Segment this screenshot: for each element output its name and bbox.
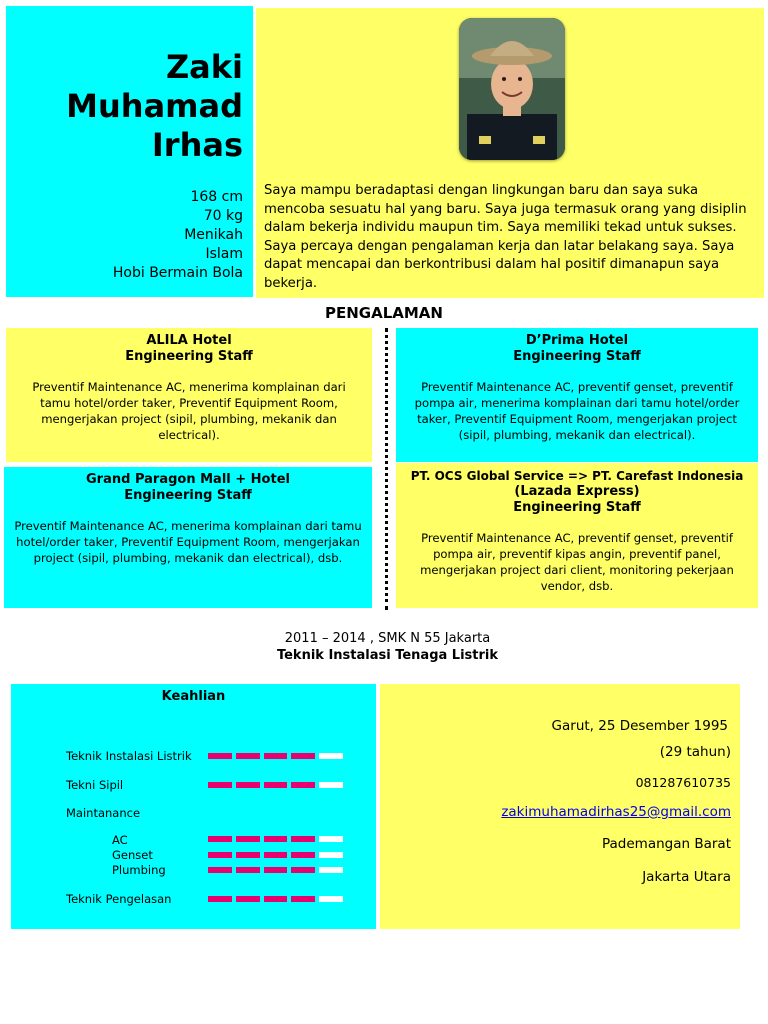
address-line-2: Jakarta Utara [642,869,731,885]
name-line: Zaki [165,48,243,86]
section-title-experience: PENGALAMAN [325,304,443,322]
job-role: Engineering Staff [124,488,252,503]
address-line-1: Pademangan Barat [601,836,731,852]
skill-segment-filled [208,836,232,842]
skill-label: Plumbing [112,863,166,877]
height: 168 cm [190,189,243,205]
skill-segment-filled [264,896,288,902]
profile-photo [459,18,565,160]
profile-panel [6,6,253,297]
skill-segment-filled [264,782,288,788]
skill-label: AC [112,833,128,847]
skill-segment-filled [236,836,260,842]
skill-bar [208,753,343,759]
skills-panel [11,684,376,929]
job-role: Engineering Staff [513,349,641,364]
skill-segment-filled [208,852,232,858]
skill-segment-filled [264,836,288,842]
job-description: Preventif Maintenance AC, menerima komplainan dari tamu hotel/order taker, Preventif Equipment Room, mengerjakan project (sipil, plumbing, mekanik dan electrical). [32,380,346,442]
experience-card-prima [396,328,758,462]
skill-label: Teknik Pengelasan [66,892,172,906]
skill-segment-filled [236,753,260,759]
hobby: Hobi Bermain Bola [112,265,243,281]
skill-label: Genset [112,848,153,862]
dotted-divider [385,328,388,610]
job-description: Preventif Maintenance AC, preventif genset, preventif pompa air, preventif kipas angin, preventif panel, mengerjakan project dari client, monitoring pekerjaan vendor, dsb. [420,531,734,593]
skill-segment-filled [291,753,315,759]
skill-segment-empty [319,896,343,902]
marital-status: Menikah [184,227,243,243]
skill-bar [208,867,343,873]
skill-segment-filled [264,753,288,759]
skills-title: Keahlian [161,689,226,704]
education-period: 2011 – 2014 , SMK N 55 Jakarta [284,631,491,646]
education-major: Teknik Instalasi Tenaga Listrik [276,648,499,663]
company-name: ALILA Hotel [146,333,232,348]
skill-bar [208,782,343,788]
about-text: Saya mampu beradaptasi dengan lingkungan baru dan saya suka mencoba sesuatu hal yang baru. Saya juga termasuk orang yang disiplin dalam bekerja individu maupun tim. Saya memiliki tekad untuk sukses. Saya percaya dengan pengalaman kerja dan latar belakang saya. Saya dapat mencapai dan berkontribusi dalam hal positif dimanapun saya bekerja. [264,183,747,291]
birth-info: Garut, 25 Desember 1995 [551,718,728,734]
company-name: Grand Paragon Mall + Hotel [86,472,290,487]
experience-card-ocs [396,463,758,608]
skill-bar [208,896,343,902]
skill-segment-empty [319,836,343,842]
job-description: Preventif Maintenance AC, menerima komplainan dari tamu hotel/order taker, Preventif Equipment Room, mengerjakan project (sipil, plumbing, mekanik dan electrical), dsb. [14,519,362,565]
skill-segment-filled [236,782,260,788]
personal-stats [113,188,243,283]
company-name: D’Prima Hotel [525,333,629,348]
job-description: Preventif Maintenance AC, preventif genset, preventif pompa air, menerima komplainan dari tamu hotel/order taker, Preventif Equipment Room, mengerjakan project (sipil, plumbing, mekanik dan electrical). [414,380,740,442]
person-name [66,48,243,165]
email-link[interactable]: zakimuhamadirhas25@gmail.com [501,804,731,820]
skill-label: Maintanance [66,806,141,820]
skill-segment-filled [208,782,232,788]
company-name: PT. OCS Global Service => PT. Carefast Indonesia [410,469,744,483]
skill-segment-filled [264,852,288,858]
weight: 70 kg [203,208,243,224]
name-line: Irhas [151,126,243,164]
company-subname: (Lazada Express) [514,484,640,499]
experience-card-grand-paragon [4,467,372,608]
skill-segment-filled [264,867,288,873]
name-line: Muhamad [66,87,243,125]
experience-card-alila [6,328,372,462]
skill-segment-filled [291,852,315,858]
skill-segment-empty [319,782,343,788]
skill-segment-filled [236,852,260,858]
skill-label: Tekni Sipil [66,778,124,792]
age: (29 tahun) [659,744,731,760]
skill-segment-filled [236,867,260,873]
skill-label: Teknik Instalasi Listrik [66,749,192,763]
skill-segment-filled [208,867,232,873]
contact-panel [380,684,740,929]
skill-segment-empty [319,867,343,873]
religion: Islam [205,246,243,262]
skill-segment-filled [291,867,315,873]
job-role: Engineering Staff [125,349,253,364]
skill-segment-empty [319,753,343,759]
skill-segment-filled [208,753,232,759]
phone-number: 081287610735 [635,775,731,790]
job-role: Engineering Staff [513,500,641,515]
skill-segment-filled [291,896,315,902]
skill-bar [208,852,343,858]
skill-bar [208,836,343,842]
skill-segment-filled [208,896,232,902]
skill-segment-filled [291,782,315,788]
skill-segment-filled [236,896,260,902]
skill-segment-empty [319,852,343,858]
skill-segment-filled [291,836,315,842]
education [0,630,768,664]
